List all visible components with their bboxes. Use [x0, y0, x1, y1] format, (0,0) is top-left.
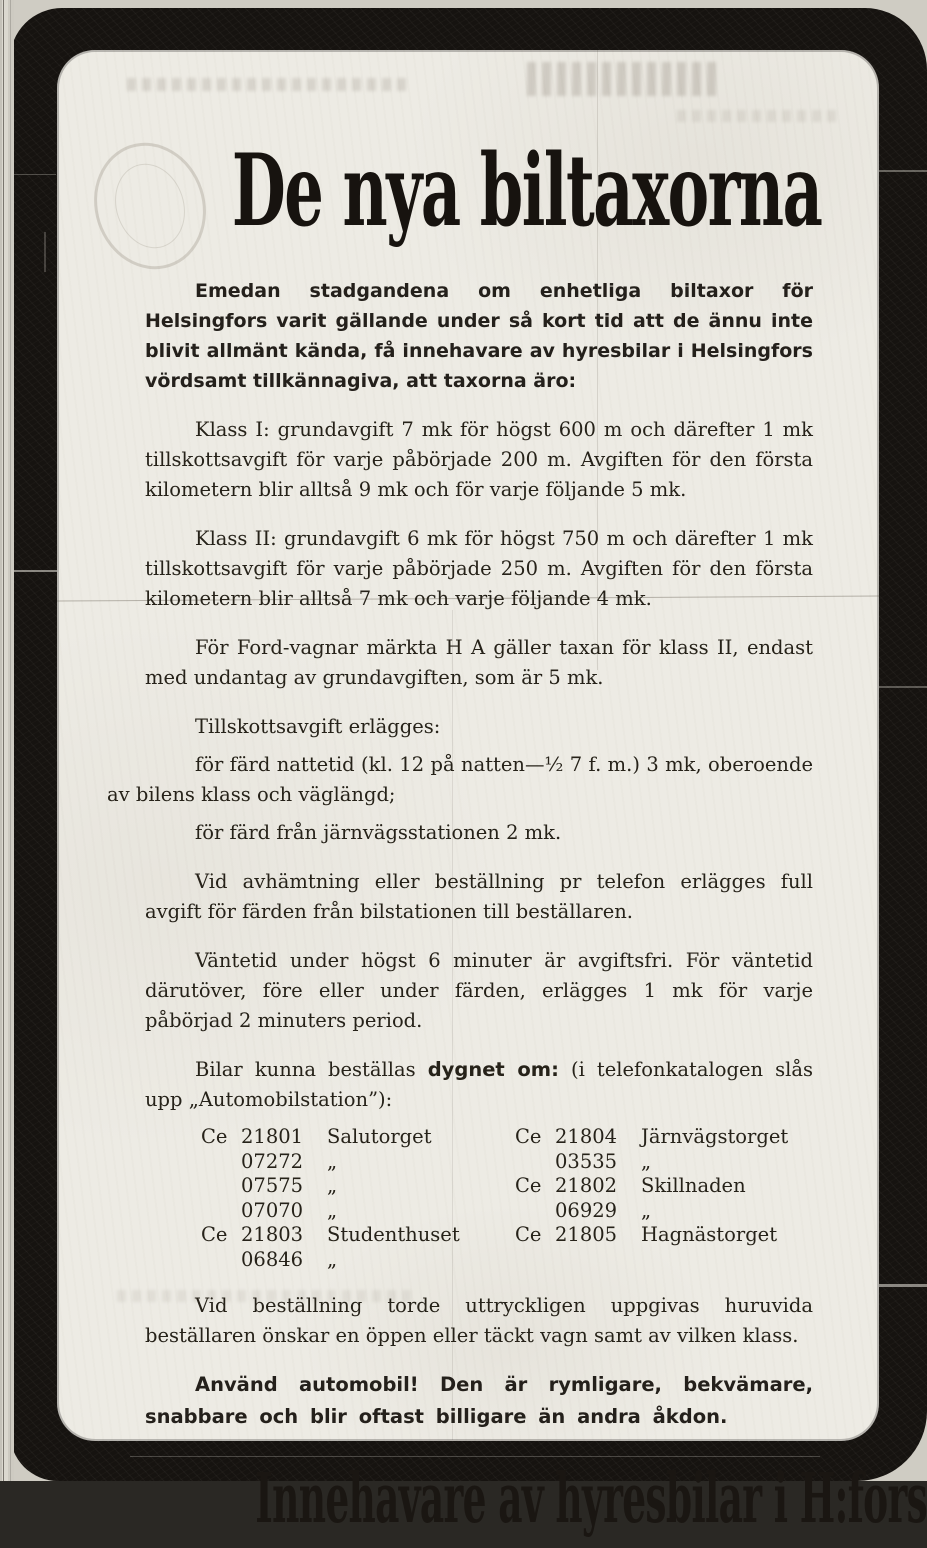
phone-prefix: Ce [515, 1174, 542, 1197]
ink-bleed-ghost [127, 78, 407, 91]
phone-prefix [201, 1199, 241, 1224]
order-note-paragraph: Vid beställning torde uttryckligen uppgivas huruvida beställaren önskar en öppen eller täckt vagn samt av vilken klass. [145, 1294, 813, 1347]
phone-prefix [515, 1150, 555, 1175]
phone-entry [201, 1248, 499, 1273]
phone-location: Studenthuset [327, 1223, 460, 1246]
phone-prefix: Ce [515, 1223, 542, 1246]
phone-entry [201, 1125, 499, 1150]
pickup-paragraph: Vid avhämtning eller beställning pr telefon erlägges full avgift för färden från bilstationen till beställaren. [145, 870, 813, 923]
phone-entry [515, 1150, 813, 1175]
phone-entry [515, 1174, 813, 1199]
border-crease [10, 174, 56, 175]
border-crease [879, 1284, 927, 1287]
advertisement [57, 50, 927, 1540]
intro-paragraph: Emedan stadgandena om enhetliga biltaxor för Helsingfors varit gällande under så kort tid att de ännu inte blivit allmänt kända, få innehavare av hyresbilar i Helsingfors vördsamt tillkännagiva, att taxorna äro: [145, 280, 813, 392]
phone-location-ditto: „ [327, 1247, 338, 1271]
phone-prefix [201, 1150, 241, 1175]
phone-location-ditto: „ [327, 1174, 338, 1197]
phone-entry [201, 1199, 499, 1224]
surcharge-station-paragraph: för färd från järnvägsstationen 2 mk. [195, 821, 562, 844]
waiting-time-paragraph: Väntetid under högst 6 minuter är avgiftsfri. För väntetid därutöver, före eller under färden, erlägges 1 mk för varje påbörjad 2 minuters period. [145, 949, 813, 1032]
tariff-ford-paragraph: För Ford-vagnar märkta H A gäller taxan för klass II, endast med undantag av grundavgiften, som är 5 mk. [145, 636, 813, 689]
surcharge-heading: Tillskottsavgift erlägges: [195, 715, 441, 738]
phone-number: 06846 [241, 1247, 304, 1271]
border-crease [44, 232, 46, 272]
phone-prefix: Ce [515, 1125, 542, 1148]
phone-location-ditto: „ [641, 1198, 652, 1222]
phone-entry [515, 1223, 813, 1248]
phone-number: 21804 [555, 1125, 618, 1148]
ordering-text-bold: dygnet om: [427, 1058, 559, 1081]
phone-location: Järnvägstorget [641, 1125, 789, 1148]
ink-bleed-ghost [527, 62, 717, 96]
phone-prefix: Ce [201, 1223, 228, 1246]
signature-line: Innehavare av hyresbilar i H:fors [255, 1458, 927, 1540]
phone-location: Skillnaden [641, 1174, 746, 1197]
phone-prefix [515, 1199, 555, 1224]
phone-number: 21805 [555, 1223, 618, 1246]
page-fold-line [3, 0, 4, 1481]
phone-location: Hagnästorget [641, 1223, 778, 1246]
phone-number: 07272 [241, 1149, 304, 1173]
phone-number: 07070 [241, 1198, 304, 1222]
phone-directory [145, 1125, 813, 1272]
ad-title: De nya biltaxorna [231, 132, 822, 249]
border-crease [875, 170, 927, 172]
phone-column-left [201, 1125, 499, 1272]
phone-entry [515, 1125, 813, 1150]
phone-entry [515, 1199, 813, 1224]
phone-column-right [515, 1125, 813, 1272]
phone-location-ditto: „ [327, 1198, 338, 1222]
phone-location-ditto: „ [327, 1149, 338, 1173]
phone-number: 06929 [555, 1198, 618, 1222]
ordering-text-post: (i telefonkatalogen slås upp „Automobilstation”): [145, 1058, 813, 1111]
phone-prefix [201, 1174, 241, 1199]
phone-number: 03535 [555, 1149, 618, 1173]
ordering-text-pre: Bilar kunna beställas [195, 1058, 428, 1081]
phone-entry [201, 1223, 499, 1248]
phone-location-ditto: „ [641, 1149, 652, 1173]
phone-prefix: Ce [201, 1125, 228, 1148]
tariff-class1-paragraph: Klass I: grundavgift 7 mk för högst 600 m och därefter 1 mk tillskottsavgift för varje påbörjade 200 m. Avgiften för den första kilometern blir alltså 9 mk och för varje följande 5 mk. [145, 418, 813, 501]
page-edge-strip [0, 0, 14, 1481]
ad-content [107, 132, 927, 1540]
phone-number: 21803 [241, 1223, 304, 1246]
surcharge-night-paragraph: för färd nattetid (kl. 12 på natten—½ 7 f. m.) 3 mk, oberoende av bilens klass och väglängd; [107, 753, 813, 806]
phone-prefix [201, 1248, 241, 1273]
page-fold-line [10, 0, 11, 1481]
slogan-paragraph: Använd automobil! Den är rymligare, bekvämare, snabbare och blir oftast billigare än andra åkdon. [145, 1373, 813, 1428]
phone-location: Salutorget [327, 1125, 432, 1148]
ink-bleed-ghost [677, 110, 837, 122]
phone-number: 07575 [241, 1174, 304, 1197]
ordering-paragraph [145, 1055, 813, 1115]
phone-entry [201, 1150, 499, 1175]
border-crease [10, 570, 60, 572]
phone-entry [201, 1174, 499, 1199]
phone-number: 21802 [555, 1174, 618, 1197]
phone-number: 21801 [241, 1125, 304, 1148]
border-crease [877, 686, 927, 688]
tariff-class2-paragraph: Klass II: grundavgift 6 mk för högst 750 m och därefter 1 mk tillskottsavgift för varje påbörjade 250 m. Avgiften för den första kilometern blir alltså 7 mk och varje följande 4 mk. [145, 527, 813, 610]
